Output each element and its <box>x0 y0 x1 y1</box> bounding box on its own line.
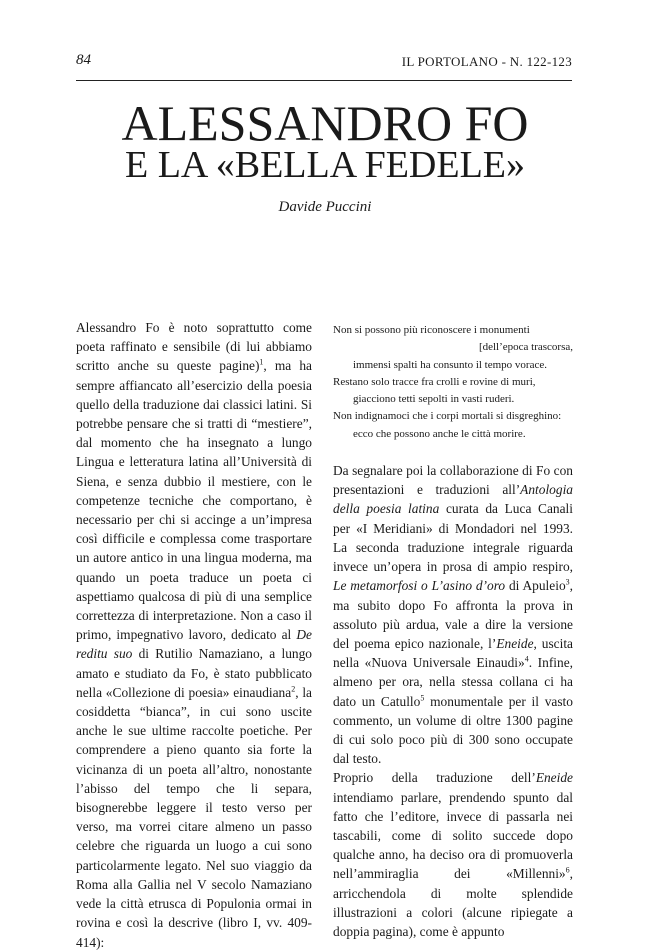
article-title-line-1: ALESSANDRO FO <box>121 95 529 151</box>
paragraph-3 <box>333 768 573 941</box>
page-number: 84 <box>76 52 91 68</box>
verse-line: Non indignamoci che i corpi mortali si disgreghino: <box>333 410 562 423</box>
article-title-line-2: E LA «BELLA FEDELE» <box>124 144 526 186</box>
verse-line: immensi spalti ha consunto il tempo vorace. <box>353 358 547 371</box>
footnote-ref-3: 3 <box>565 577 570 587</box>
verse-line: Restano solo tracce fra crolli e rovine di muri, <box>333 375 536 388</box>
running-header <box>76 52 572 72</box>
work-title: Eneide <box>496 635 534 651</box>
text-run: di Rutilio Namaziano, a lungo amato e studiato da Fo, è stato pubblicato nella «Collezione di poesia» einaudiana <box>76 646 312 700</box>
text-run: , arricchendola di molte splendide illustrazioni a colori (alcune ripiegate a doppia pagina), come è appunto <box>333 866 573 939</box>
running-title: IL PORTOLANO - N. 122-123 <box>401 54 572 69</box>
text-run: Proprio della traduzione dell’ <box>333 770 536 786</box>
paragraph-1 <box>76 318 312 952</box>
footnote-ref-4: 4 <box>524 654 529 664</box>
text-run: . Infine, almeno per ora, nella stessa collana ci ha dato un Catullo <box>333 655 573 709</box>
text-run: Da segnalare poi la collaborazione di Fo con presentazioni e traduzioni all’ <box>333 463 573 498</box>
footnote-ref-1: 1 <box>259 357 264 367</box>
verse-line: [dell’epoca trascorsa, <box>478 341 573 354</box>
text-run: intendiamo parlare, prendendo spunto dal fatto che l’editore, invece di passarla nei tascabili, come di solito succede dopo qualche anno, ha deciso ora di promuoverla nell’ammiraglia dei «Millenni» <box>333 789 573 882</box>
verse-line: Non si possono più riconoscere i monumenti <box>333 324 530 336</box>
text-run: Alessandro Fo è noto soprattutto come poeta raffinato e sensibile (di lui abbiamo scritto anche su queste pagine) <box>76 320 312 374</box>
work-title: Le metamorfosi o L’asino d’oro <box>333 578 506 594</box>
text-run: monumentale per il vasto commento, un volume di oltre 1300 pagine di cui solo poco più di 300 sono occupate dal testo. <box>333 693 573 767</box>
text-run: di Apuleio <box>505 578 566 594</box>
left-column <box>76 318 312 952</box>
verse-line: ecco che possono anche le città morire. <box>353 427 526 440</box>
right-column <box>333 318 573 941</box>
text-run: , ma ha sempre affiancato all’esercizio della poesia quello della traduzione dai classici latini. Si potrebbe pensare che si tratti di “mestiere”, dal momento che ha insegnato a lungo Lingua e letteratura latina all’Università di Siena, e senza dubbio il mestiere, con le competenze tecniche che comportano, è necessario per chi si accinge a un’impresa così difficile e complessa come trasportare un autore antico in una lingua moderna, ma quando un poeta traduce un poeta ci aspettiamo qualcosa di più di una semplice correttezza di interpretazione. Non a caso il primo, impegnativo lavoro, dedicato al <box>76 358 312 643</box>
footnote-ref-5: 5 <box>420 693 425 703</box>
text-run: , ma subito dopo Fo affronta la prova in assoluto più ardua, vale a dire la versione del poema epico nazionale, l’ <box>333 578 573 651</box>
header-rule <box>76 80 572 81</box>
work-title: Antologia della poesia latina <box>333 482 573 517</box>
verse-line: giacciono tetti sepolti in vasti ruderi. <box>353 393 515 406</box>
text-run: curata da Luca Canali per «I Meridiani» di Mondadori nel 1993. La seconda traduzione integrale riguarda invece un’opera in prosa di ampio respiro, <box>333 501 574 575</box>
paragraph-2 <box>333 461 573 768</box>
text-run: , uscita nella «Nuova Universale Einaudi» <box>333 635 573 671</box>
text-run: , la cosiddetta “bianca”, in cui sono uscite anche le sue ultime raccolte poetiche. Per comprendere a pieno quanto sia forte la vicinanza di un poeta all’altro, nonostante l’abisso del tempo che li separa, bisognerebbe leggere il testo verso per verso, ma vorrei citare almeno un passo celebre che riguarda un luogo a cui sono particolarmente legato. Nel suo viaggio da Roma alla Gallia nel V secolo Namaziano vede la città etrusca di Populonia ormai in rovina e così la descrive (libro I, vv. 409-414): <box>76 684 313 950</box>
verse-quotation <box>333 322 573 443</box>
article-author: Davide Puccini <box>278 199 372 215</box>
footnote-ref-2: 2 <box>291 684 296 694</box>
work-title: Eneide <box>535 770 573 786</box>
footnote-ref-6: 6 <box>565 865 570 875</box>
work-title: De reditu suo <box>76 627 312 662</box>
